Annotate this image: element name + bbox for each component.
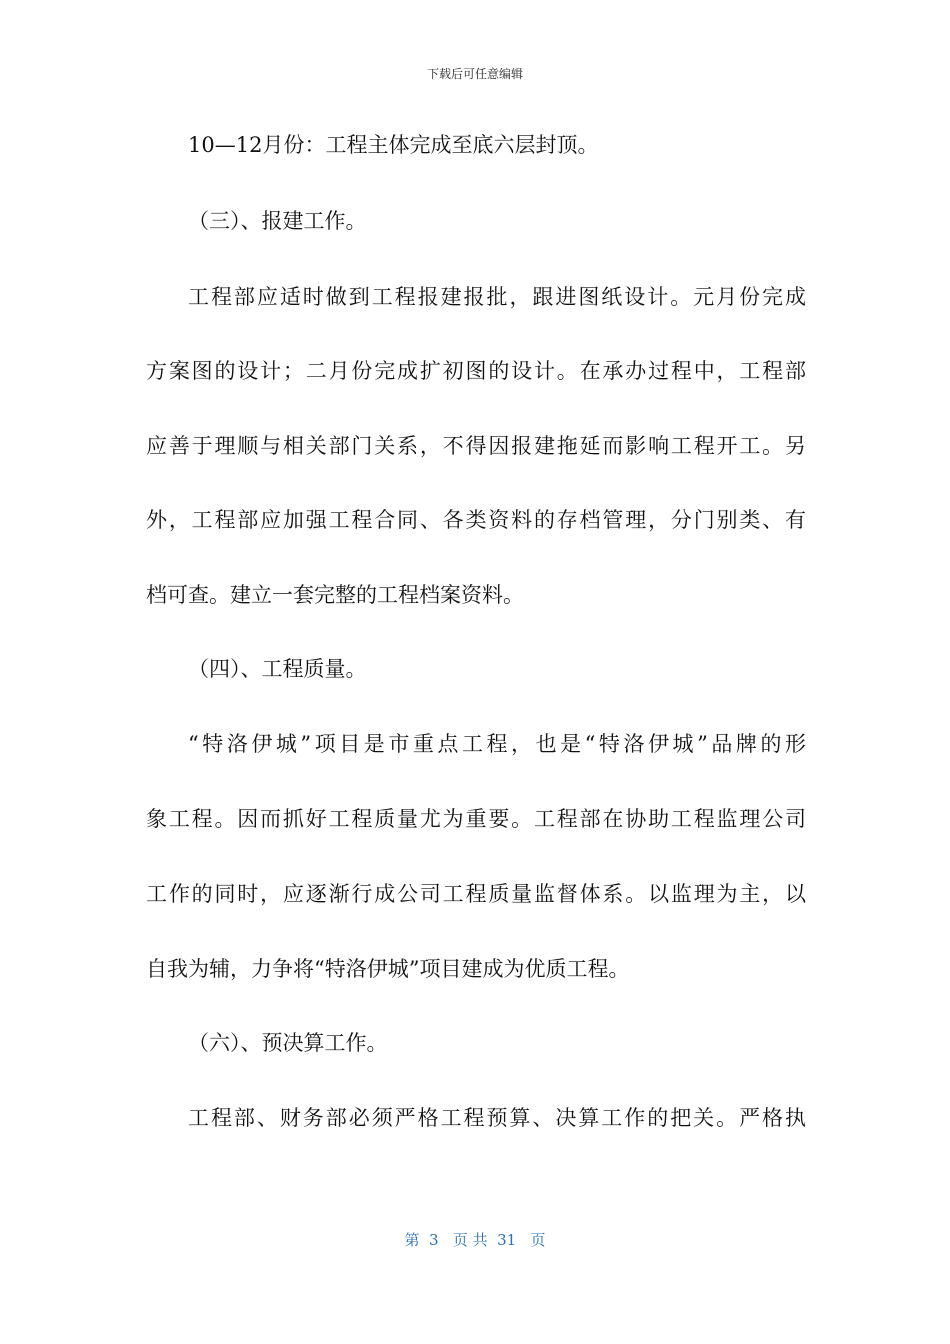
section-heading-4: （四）、工程质量。 [188,657,367,681]
body-line-1: 10—12月份：工程主体完成至底六层封顶。 [188,133,599,157]
body-line-12: 自我为辅，力争将“特洛伊城”项目建成为优质工程。 [146,957,630,981]
body-line-7: 档可查。建立一套完整的工程档案资料。 [146,583,524,607]
body-line-9: “特洛伊城”项目是市重点工程，也是“特洛伊城”品牌的形 [188,732,806,756]
page-number-footer: 第 3 页 共 31 页 [404,1231,546,1249]
body-line-11: 工作的同时，应逐渐行成公司工程质量监督体系。以监理为主，以 [146,882,806,906]
body-line-10: 象工程。因而抓好工程质量尤为重要。工程部在协助工程监理公司 [146,807,806,831]
body-line-14: 工程部、财务部必须严格工程预算、决算工作的把关。严格执 [188,1106,806,1130]
body-line-5: 应善于理顺与相关部门关系，不得因报建拖延而影响工程开工。另 [146,434,806,458]
body-line-4: 方案图的设计；二月份完成扩初图的设计。在承办过程中，工程部 [146,359,806,383]
section-heading-3: （三）、报建工作。 [188,209,367,233]
section-heading-6: （六）、预决算工作。 [188,1031,388,1055]
page-header-note: 下载后可任意编辑 [426,67,523,81]
body-line-6: 外，工程部应加强工程合同、各类资料的存档管理，分门别类、有 [146,508,806,532]
body-line-3: 工程部应适时做到工程报建报批，跟进图纸设计。元月份完成 [188,285,806,309]
